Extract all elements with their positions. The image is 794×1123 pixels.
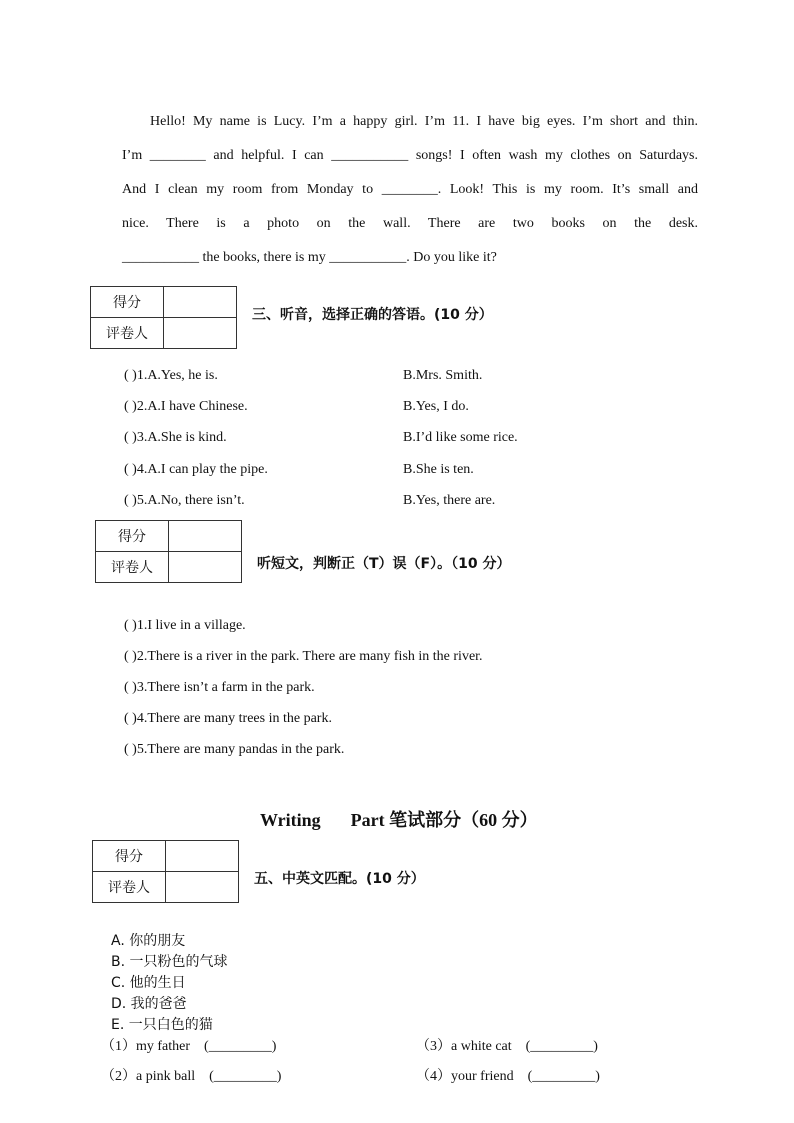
score-cell[interactable]: [169, 521, 242, 552]
section4-heading: 听短文，判断正（T）误（F）。（10 分）: [257, 556, 511, 572]
score-label: 得分: [96, 521, 169, 552]
passage-line-3: And I clean my room from Monday to ________. Look! This is my room. It’s small and: [122, 182, 698, 197]
section3-heading: 三、听音，选择正确的答语。(10 分）: [252, 307, 493, 323]
reading-passage: [122, 105, 698, 275]
section3-item-5: ( )5.A.No, there isn’t.: [124, 493, 245, 508]
passage-line-4: nice. There is a photo on the wall. There are two books on the desk.: [122, 216, 698, 231]
section3-item-1: ( )1.A.Yes, he is.: [124, 368, 218, 383]
section4-item-1: ( )1.I live in a village.: [124, 618, 246, 633]
match-item-4: （4）your friend (_________): [416, 1069, 600, 1084]
section4-item-3: ( )3.There isn’t a farm in the park.: [124, 680, 315, 695]
passage-line-2: I’m ________ and helpful. I can ___________ songs! I often wash my clothes on Saturdays.: [122, 148, 698, 163]
match-option-c: C. 他的生日: [111, 975, 186, 991]
score-cell[interactable]: [166, 841, 239, 872]
grader-cell[interactable]: [166, 872, 239, 903]
score-cell[interactable]: [164, 287, 237, 318]
score-box-section5: [92, 840, 239, 903]
section5-heading: 五、中英文匹配。(10 分）: [254, 871, 425, 887]
section3-item-4-option-b: B.She is ten.: [403, 462, 474, 477]
section4-item-5: ( )5.There are many pandas in the park.: [124, 742, 345, 757]
grader-label: 评卷人: [96, 552, 169, 583]
match-option-a: A. 你的朋友: [111, 933, 186, 949]
match-option-e: E. 一只白色的猫: [111, 1017, 213, 1033]
section4-item-4: ( )4.There are many trees in the park.: [124, 711, 332, 726]
passage-line-5: ___________ the books, there is my ___________. Do you like it?: [122, 250, 497, 265]
section3-item-2-option-b: B.Yes, I do.: [403, 399, 469, 414]
grader-cell[interactable]: [169, 552, 242, 583]
score-box-section4: [95, 520, 242, 583]
section3-item-3-option-b: B.I’d like some rice.: [403, 430, 518, 445]
score-box-section3: [90, 286, 237, 349]
section4-item-2: ( )2.There is a river in the park. There are many fish in the river.: [124, 649, 483, 664]
score-label: 得分: [91, 287, 164, 318]
writing-part-title: [260, 806, 538, 832]
section3-item-5-option-b: B.Yes, there are.: [403, 493, 496, 508]
passage-line-1: Hello! My name is Lucy. I’m a happy girl. I’m 11. I have big eyes. I’m short and thin.: [150, 114, 698, 129]
section3-item-2: ( )2.A.I have Chinese.: [124, 399, 248, 414]
grader-cell[interactable]: [164, 318, 237, 349]
match-option-b: B. 一只粉色的气球: [111, 954, 228, 970]
score-label: 得分: [93, 841, 166, 872]
section3-item-4: ( )4.A.I can play the pipe.: [124, 462, 268, 477]
match-item-1: （1）my father (_________): [101, 1039, 277, 1054]
writing-title-part: Part 笔试部分（60 分）: [350, 810, 538, 830]
section3-item-3: ( )3.A.She is kind.: [124, 430, 227, 445]
match-item-3: （3）a white cat (_________): [416, 1039, 598, 1054]
writing-title-word: Writing: [260, 810, 321, 830]
match-option-d: D. 我的爸爸: [111, 996, 187, 1012]
grader-label: 评卷人: [91, 318, 164, 349]
grader-label: 评卷人: [93, 872, 166, 903]
section3-item-1-option-b: B.Mrs. Smith.: [403, 368, 483, 383]
match-item-2: （2）a pink ball (_________): [101, 1069, 282, 1084]
